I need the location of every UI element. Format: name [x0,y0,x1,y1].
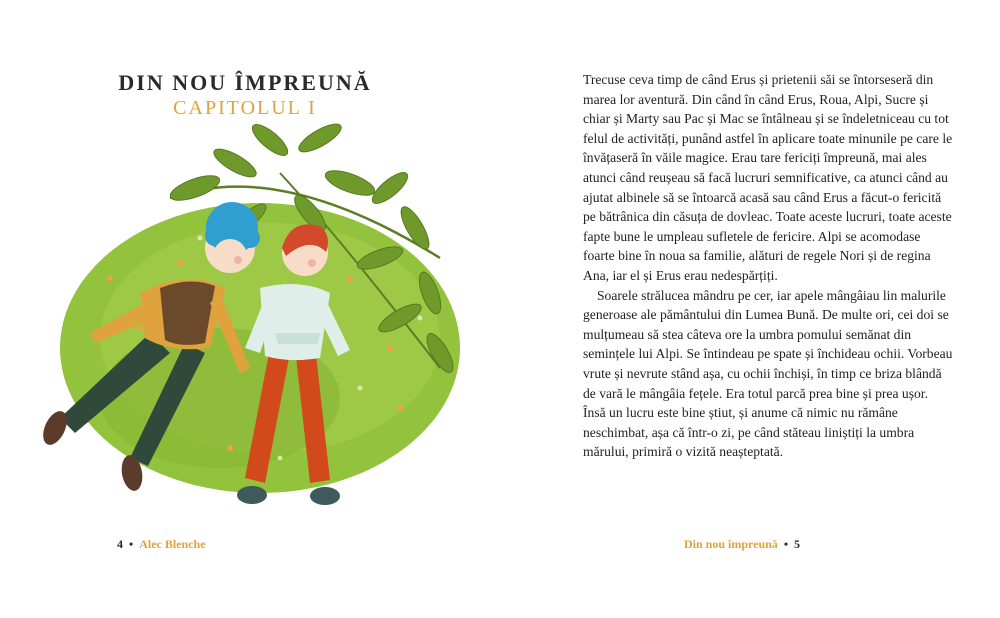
chapter-heading [80,70,410,120]
right-folio [684,537,800,552]
book-title: DIN NOU ÎMPREUNĂ [118,70,372,95]
page-number: 5 [794,537,801,551]
page-number: 4 [117,537,123,551]
body-text [583,70,953,462]
running-head-title: Din nou împreună [684,537,778,551]
running-head-author: Alec Blenche [139,537,206,551]
two-boys-lying-in-grass-illustration [20,118,480,528]
folio-separator: • [783,537,789,551]
chapter-title: CAPITOLUL I [173,97,317,119]
folio-separator: • [129,537,134,551]
paragraph: Soarele strălucea mândru pe cer, iar apele mângâiau lin malurile generoase ale pământului din Lumea Bună. De multe ori, cei doi se mulțumeau să stea câteva ore la umbra pomului semănat din semințele lui Alpi. Se întindeau pe spate și închideau ochii. Vorbeau vrute și nevrute stând așa, cu ochii închiși, în timp ce briza blândă de vară le mângâia fețele. Era totul parcă prea bine și prea ușor. Însă un lucru este bine știut, și anume că nimic nu rămâne neschimbat, așa că într-o zi, pe când stăteau liniștiți la umbra mărului, primiră o vizită neașteptată. [583,287,953,460]
paragraph: Trecuse ceva timp de când Erus și prietenii săi se întorseseră din marea lor aventură. Din când în când Erus, Roua, Alpi, Sucre și chiar și Marty sau Pac și Mac se întâlneau și se îndeletniceau cu tot felul de activități, punând astfel în aplicare toate minunile pe care le învățaseră în văile magice. Erau tare fericiți împreună, mai ales atunci când reușeau să facă lucruri semnificative, ca atunci când au ajutat albinele să se întoarcă acasă sau când Erus a făcut-o fericită pe bătrânica din căsuța de dovleac. Toate aceste lucruri, toate aceste fapte bune le umpleau sufletele de fericire. Alpi se acomodase foarte bine în noua sa familie, alături de regele Nori și de regina Ana, iar el și Erus erau nedespărțiți. [583,72,953,283]
left-folio [117,537,206,552]
